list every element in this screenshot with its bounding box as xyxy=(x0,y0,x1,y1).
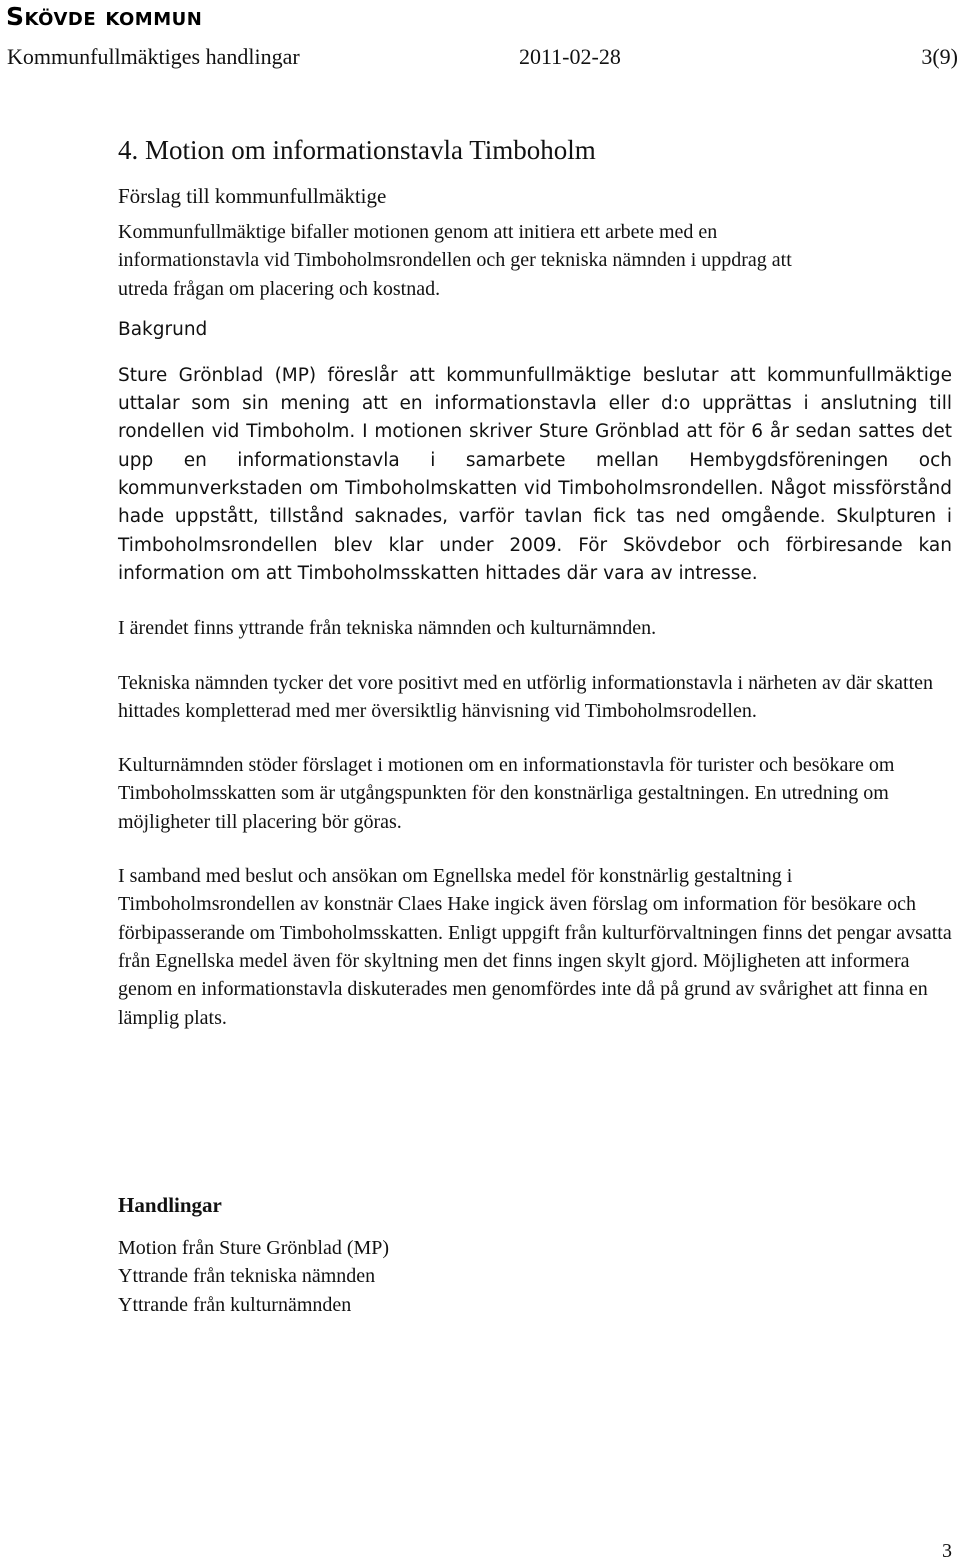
proposal-text xyxy=(118,218,952,303)
footer-page-number: 3 xyxy=(942,1540,952,1562)
background-paragraph: Sture Grönblad (MP) föreslår att kommunfullmäktige beslutar att kommunfullmäktige uttalar som sin mening att en informationstavla eller d:o upprättas i anslutning till rondellen vid Timboholm. I motionen skriver Sture Grönblad att för 6 år sedan sattes det upp en informationstavla i samarbete mellan Hembygdsföreningen och kommunverkstaden om Timboholmskatten vid Timboholmsrondellen. Något missförstånd hade uppstått, tillstånd saknades, varför tavlan fick tas ned omgående. Skulpturen i Timboholmsrondellen blev klar under 2009. För Skövdebor och förbiresande kan information om att Timboholmsskatten hittades där vara av intresse. xyxy=(118,364,952,584)
list-item: Yttrande från kulturnämnden xyxy=(118,1293,352,1316)
statements-paragraph: I ärendet finns yttrande från tekniska nämnden och kulturnämnden. xyxy=(118,617,657,640)
page-indicator: 3(9) xyxy=(921,44,958,69)
item-title: 4. Motion om informationstavla Timboholm xyxy=(118,135,596,165)
list-item: Yttrande från tekniska nämnden xyxy=(118,1265,376,1288)
municipality-logo: Skövde kommun xyxy=(6,2,203,31)
document-date: 2011-02-28 xyxy=(519,44,621,69)
proposal-line: utreda frågan om placering och kostnad. xyxy=(118,277,441,300)
list-item: Motion från Sture Grönblad (MP) xyxy=(118,1237,390,1259)
background-heading: Bakgrund xyxy=(118,318,208,340)
documents-heading: Handlingar xyxy=(118,1193,222,1217)
culture-board-paragraph: Kulturnämnden stöder förslaget i motionen om en informationstavla för turister och besökare om Timboholmsskatten som är utgångspunkten för den konstnärliga gestaltningen. En utredning om möjligheter till placering bör göras. xyxy=(118,754,895,833)
document-title: Kommunfullmäktiges handlingar xyxy=(7,44,300,69)
item-content xyxy=(118,132,952,1032)
proposal-line: informationstavla vid Timboholmsrondellen och ger tekniska nämnden i uppdrag att xyxy=(118,249,792,272)
documents-list xyxy=(118,1234,389,1319)
proposal-line: Kommunfullmäktige bifaller motionen genom att initiera ett arbete med en xyxy=(118,221,718,243)
egnell-funds-paragraph: I samband med beslut och ansökan om Egnellska medel för konstnärlig gestaltning i Timboholmsrondellen av konstnär Claes Hake ingick även förslag om information för besökare och förbipasserande om Timboholmsskatten. Enligt uppgift från kulturförvaltningen finns det pengar avsatta från Egnellska medel även för skyltning men det finns ingen skylt gjord. Möjligheten att informera genom en informationstavla diskuterades men genomfördes inte då på grund av svårighet att finna en lämplig plats. xyxy=(118,865,952,1029)
technical-board-paragraph: Tekniska nämnden tycker det vore positivt med en utförlig informationstavla i närheten av där skatten hittades kompletterad med mer översiktlig hänvisning vid Timboholmsrodellen. xyxy=(118,671,934,722)
proposal-heading: Förslag till kommunfullmäktige xyxy=(118,184,387,208)
